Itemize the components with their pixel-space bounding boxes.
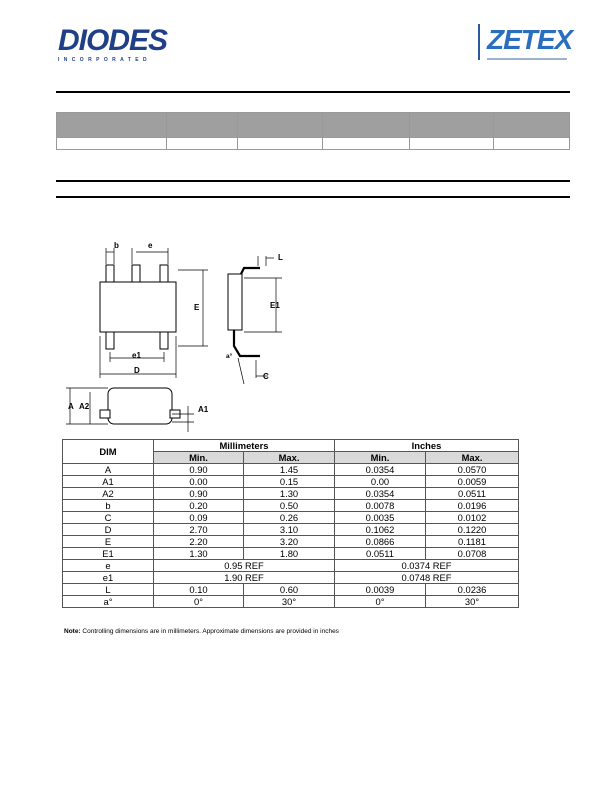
dim-cell: A1 xyxy=(63,476,154,488)
millimeters-header: Millimeters xyxy=(154,440,335,452)
zetex-logo-tagline xyxy=(487,58,567,60)
in-min-cell: 0.0354 xyxy=(335,464,426,476)
zetex-logo-text: ZETEX xyxy=(487,24,573,55)
dim-cell: E1 xyxy=(63,548,154,560)
side-body xyxy=(228,274,242,330)
side-view-dimension-lines xyxy=(238,256,282,384)
dim-cell: L xyxy=(63,584,154,596)
mm-max-cell: 0.60 xyxy=(244,584,335,596)
table-row xyxy=(63,596,519,608)
label-C: C xyxy=(263,372,269,381)
dim-cell: e1 xyxy=(63,572,154,584)
zetex-logo-bar xyxy=(478,24,480,60)
package-outline-drawing xyxy=(60,236,290,436)
end-lead-left xyxy=(100,410,110,418)
mm-min-cell: 2.20 xyxy=(154,536,244,548)
in-max-cell: 0.1181 xyxy=(426,536,519,548)
label-E: E xyxy=(194,303,200,312)
in-min-cell: 0.0866 xyxy=(335,536,426,548)
bottom-lead xyxy=(106,332,114,349)
mm-max-header: Max. xyxy=(244,452,335,464)
diodes-logo-subtext: INCORPORATED xyxy=(58,57,151,63)
label-e1: e1 xyxy=(132,351,141,360)
dim-cell: A2 xyxy=(63,488,154,500)
mm-ref-cell: 0.95 REF xyxy=(154,560,335,572)
in-min-header: Min. xyxy=(335,452,426,464)
ordering-cell xyxy=(166,138,237,150)
side-view xyxy=(228,268,260,356)
table-row xyxy=(63,548,519,560)
dim-cell: C xyxy=(63,512,154,524)
ordering-header-cell xyxy=(323,113,410,138)
table-row xyxy=(63,500,519,512)
mm-min-cell: 0.09 xyxy=(154,512,244,524)
in-max-cell: 30° xyxy=(426,596,519,608)
mm-max-cell: 1.45 xyxy=(244,464,335,476)
ordering-cell xyxy=(237,138,323,150)
label-A: A xyxy=(68,402,74,411)
mm-min-cell: 2.70 xyxy=(154,524,244,536)
bottom-lead xyxy=(160,332,168,349)
table-row xyxy=(63,560,519,572)
mm-min-cell: 0.90 xyxy=(154,464,244,476)
ordering-header-cell xyxy=(57,113,167,138)
mm-max-cell: 1.80 xyxy=(244,548,335,560)
label-L: L xyxy=(278,253,283,262)
table-row xyxy=(63,464,519,476)
note-text: Controlling dimensions are in millimeters. Approximate dimensions are provided in inches xyxy=(82,628,339,635)
table-row xyxy=(63,572,519,584)
label-A2: A2 xyxy=(79,402,90,411)
in-max-cell: 0.0511 xyxy=(426,488,519,500)
end-body xyxy=(108,388,172,424)
ordering-header-cell xyxy=(166,113,237,138)
table-row xyxy=(63,584,519,596)
label-E1: E1 xyxy=(270,301,280,310)
in-max-cell: 0.0708 xyxy=(426,548,519,560)
dim-cell: a° xyxy=(63,596,154,608)
in-ref-cell: 0.0374 REF xyxy=(335,560,519,572)
note-label: Note: xyxy=(64,628,81,635)
top-lead xyxy=(106,265,114,282)
diodes-logo-text: DIODES xyxy=(58,24,168,57)
in-max-cell: 0.0236 xyxy=(426,584,519,596)
dim-cell: A xyxy=(63,464,154,476)
side-lead-bottom xyxy=(234,330,260,356)
label-b: b xyxy=(114,241,119,250)
in-min-cell: 0.1062 xyxy=(335,524,426,536)
mm-min-cell: 0.10 xyxy=(154,584,244,596)
label-e: e xyxy=(148,241,153,250)
ordering-cell xyxy=(323,138,410,150)
dimensions-table xyxy=(62,439,519,608)
top-body xyxy=(100,282,176,332)
zetex-logo xyxy=(478,24,573,62)
in-min-cell: 0.0078 xyxy=(335,500,426,512)
table-row xyxy=(63,536,519,548)
ordering-cell xyxy=(494,138,570,150)
label-A1: A1 xyxy=(198,405,209,414)
in-ref-cell: 0.0748 REF xyxy=(335,572,519,584)
mm-max-cell: 1.30 xyxy=(244,488,335,500)
top-lead xyxy=(160,265,168,282)
dim-cell: D xyxy=(63,524,154,536)
dim-header: DIM xyxy=(63,440,154,464)
in-min-cell: 0.0354 xyxy=(335,488,426,500)
mm-max-cell: 30° xyxy=(244,596,335,608)
mm-min-cell: 0° xyxy=(154,596,244,608)
ordering-header-cell xyxy=(494,113,570,138)
ordering-table xyxy=(56,112,570,150)
dimensions-note xyxy=(64,628,339,635)
in-min-cell: 0.0511 xyxy=(335,548,426,560)
section-rule-bottom xyxy=(56,196,570,198)
mm-ref-cell: 1.90 REF xyxy=(154,572,335,584)
mm-min-cell: 0.90 xyxy=(154,488,244,500)
ordering-table-row xyxy=(57,138,570,150)
section-rule-mid xyxy=(56,180,570,182)
in-min-cell: 0.00 xyxy=(335,476,426,488)
section-rule-top xyxy=(56,91,570,93)
in-max-cell: 0.0102 xyxy=(426,512,519,524)
dimensions-header-row xyxy=(63,440,519,452)
dim-cell: e xyxy=(63,560,154,572)
table-row xyxy=(63,488,519,500)
top-view xyxy=(100,265,176,349)
table-row xyxy=(63,512,519,524)
mm-max-cell: 0.26 xyxy=(244,512,335,524)
in-min-cell: 0.0039 xyxy=(335,584,426,596)
label-a: a° xyxy=(226,353,233,360)
mm-min-header: Min. xyxy=(154,452,244,464)
in-min-cell: 0.0035 xyxy=(335,512,426,524)
ordering-header-cell xyxy=(237,113,323,138)
in-max-cell: 0.1220 xyxy=(426,524,519,536)
ordering-cell xyxy=(57,138,167,150)
ordering-header-cell xyxy=(410,113,494,138)
ordering-table-header xyxy=(57,113,570,138)
ordering-cell xyxy=(410,138,494,150)
mm-max-cell: 0.15 xyxy=(244,476,335,488)
top-lead xyxy=(132,265,140,282)
mm-min-cell: 0.20 xyxy=(154,500,244,512)
mm-max-cell: 0.50 xyxy=(244,500,335,512)
dim-cell: E xyxy=(63,536,154,548)
mm-min-cell: 0.00 xyxy=(154,476,244,488)
end-view xyxy=(100,388,180,424)
in-max-cell: 0.0570 xyxy=(426,464,519,476)
in-max-cell: 0.0059 xyxy=(426,476,519,488)
mm-min-cell: 1.30 xyxy=(154,548,244,560)
mm-max-cell: 3.10 xyxy=(244,524,335,536)
label-D: D xyxy=(134,366,140,375)
mm-max-cell: 3.20 xyxy=(244,536,335,548)
in-min-cell: 0° xyxy=(335,596,426,608)
dim-cell: b xyxy=(63,500,154,512)
in-max-cell: 0.0196 xyxy=(426,500,519,512)
inches-header: Inches xyxy=(335,440,519,452)
diodes-logo xyxy=(58,26,183,66)
table-row xyxy=(63,476,519,488)
table-row xyxy=(63,524,519,536)
in-max-header: Max. xyxy=(426,452,519,464)
